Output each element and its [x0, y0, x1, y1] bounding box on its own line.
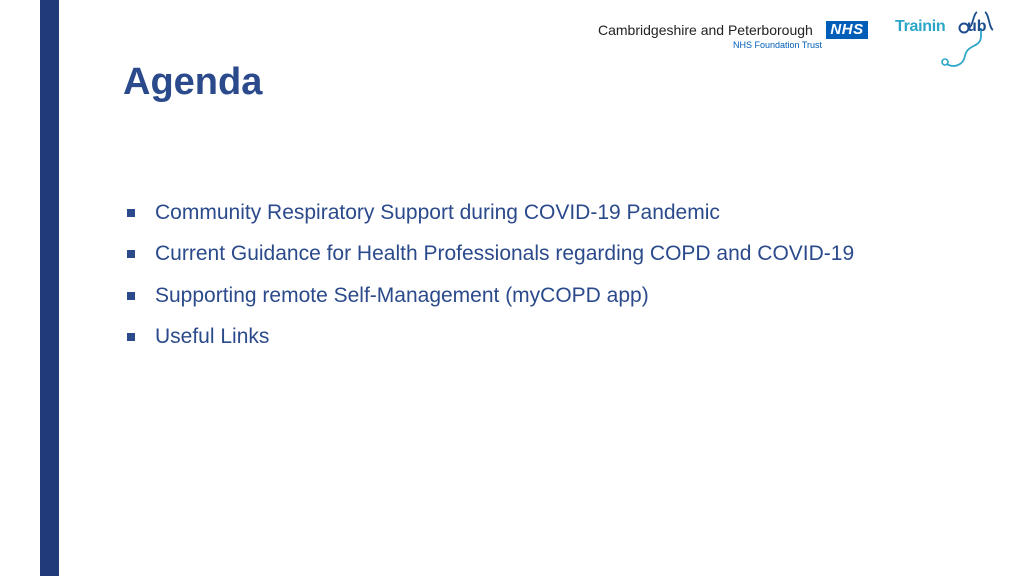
training-hub-word-hub: ub	[967, 18, 987, 35]
nhs-badge: NHS	[826, 21, 868, 39]
list-item	[123, 275, 854, 317]
left-accent-bar	[40, 0, 59, 576]
list-item-text: Community Respiratory Support during COVID-19 Pandemic	[155, 200, 720, 224]
square-bullet-icon	[127, 333, 135, 341]
list-item	[123, 317, 854, 359]
page-title: Agenda	[123, 61, 263, 103]
list-item-text: Current Guidance for Health Professionals regarding COPD and COVID-19	[155, 242, 855, 266]
trust-subtitle: NHS Foundation Trust	[733, 40, 823, 50]
trust-logo	[598, 20, 870, 54]
square-bullet-icon	[127, 250, 135, 258]
training-hub-logo	[893, 8, 1005, 72]
agenda-list	[123, 192, 854, 358]
list-item	[123, 234, 854, 276]
trust-name: Cambridgeshire and Peterborough	[598, 22, 813, 38]
square-bullet-icon	[127, 292, 135, 300]
training-hub-word-training: Trainin	[895, 18, 946, 35]
list-item-text: Supporting remote Self-Management (myCOPD app)	[155, 283, 649, 307]
square-bullet-icon	[127, 209, 135, 217]
list-item-text: Useful Links	[155, 325, 270, 349]
list-item	[123, 192, 854, 234]
